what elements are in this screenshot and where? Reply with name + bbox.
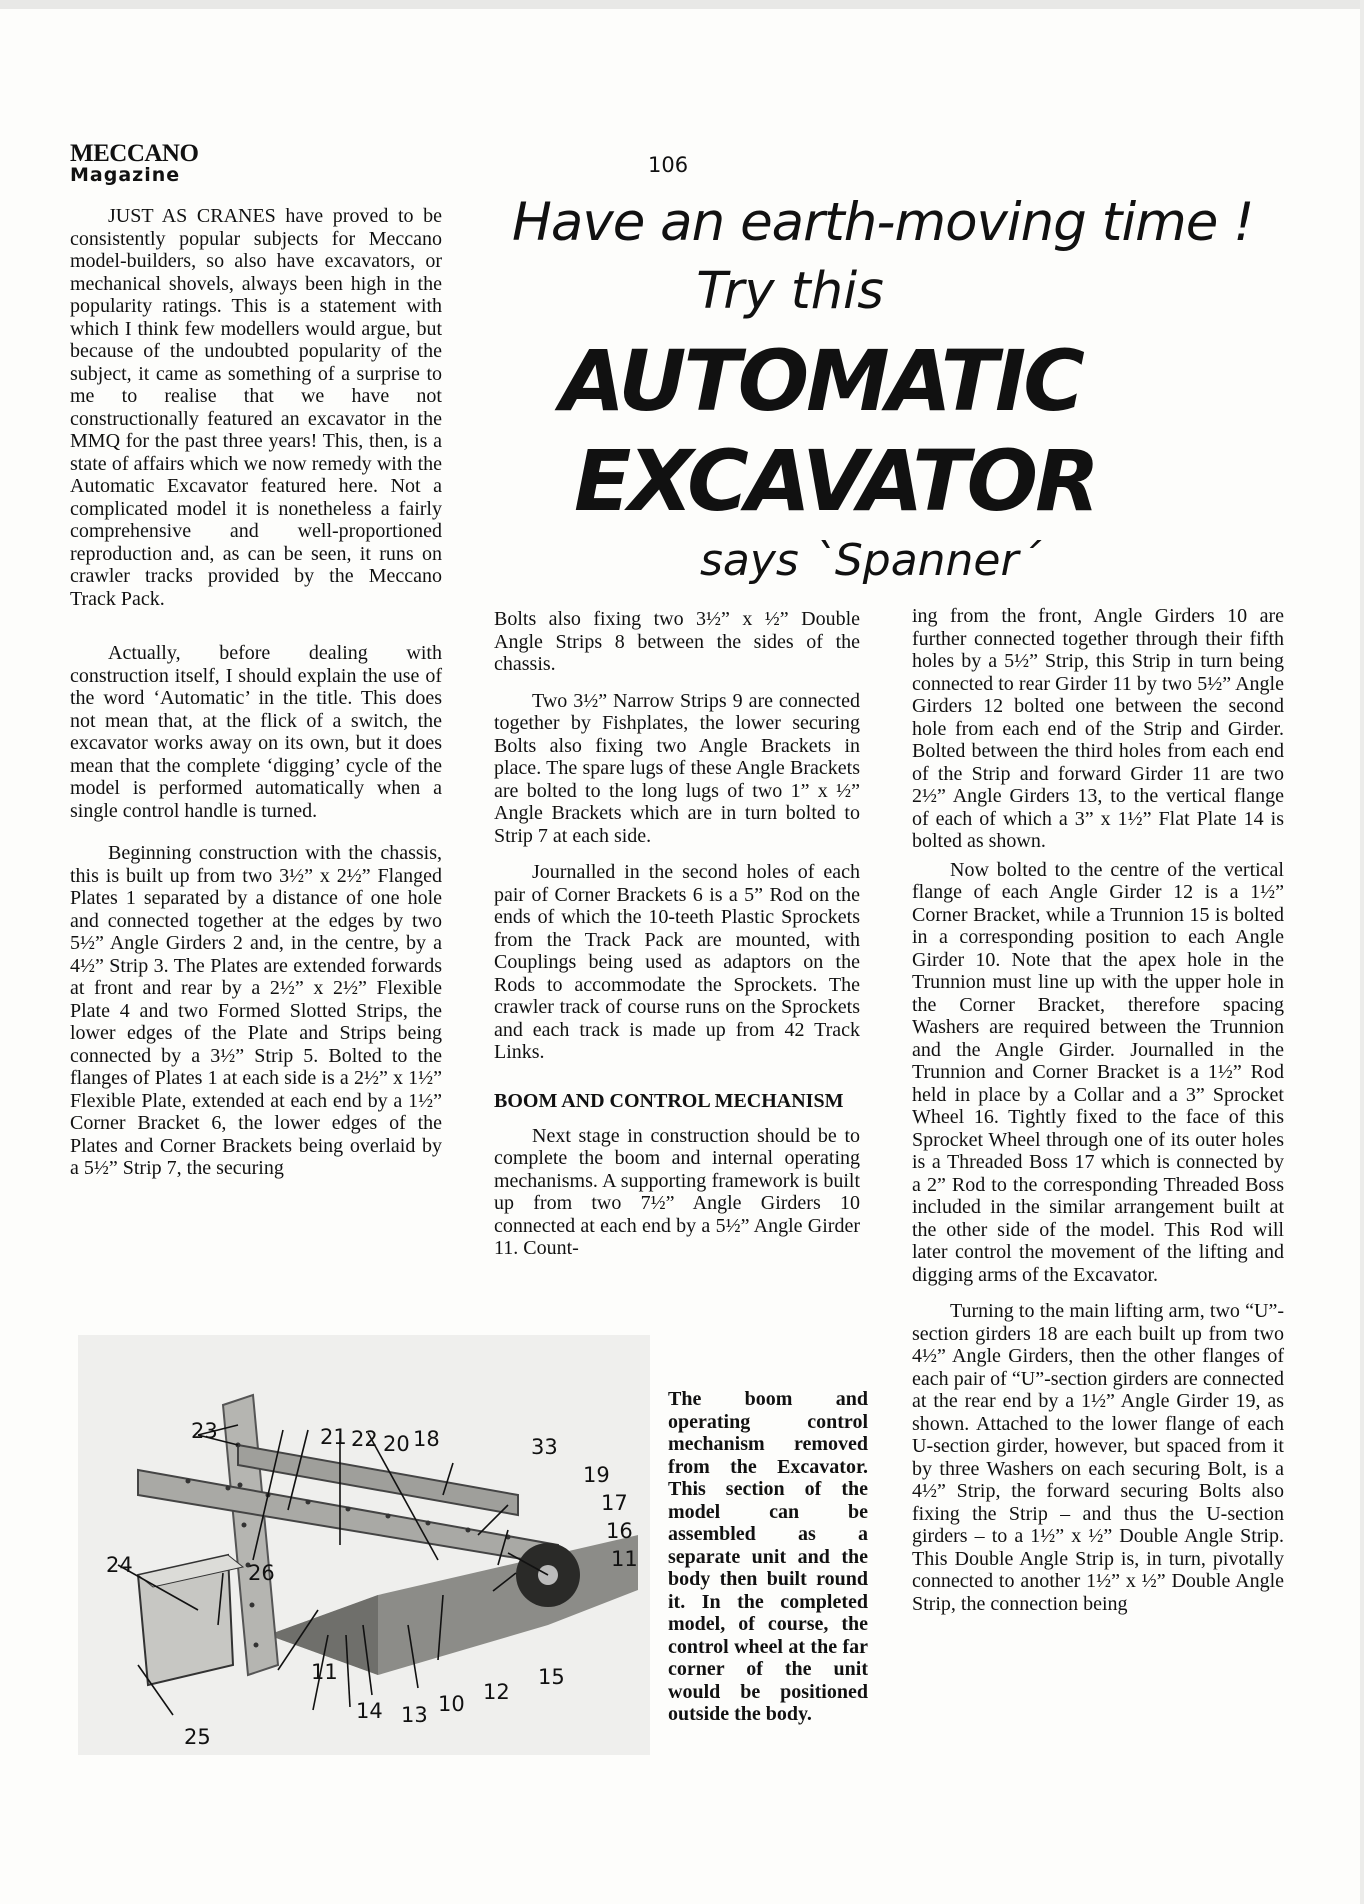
figure-label: 15	[538, 1665, 565, 1689]
paragraph: Two 3½” Narrow Strips 9 are connected together by Fishplates, the lower securing Bolts also fixing two Angle Brackets in place. The spare lugs of these Angle Brackets are bolted to the long lugs of two 1” x ½” Angle Brackets which are in turn bolted to Strip 7 at each side.	[494, 689, 860, 847]
masthead-magazine: Magazine	[70, 164, 181, 186]
paragraph: Next stage in construction should be to complete the boom and internal operating mechanisms. A supporting framework is built up from two 7½” Angle Girders 10 connected at each end by a 5½” Angle Girder 11. Count-	[494, 1124, 860, 1259]
headline-line1: Have an earth-moving time !	[512, 192, 1254, 253]
figure-label: 12	[483, 1680, 510, 1704]
paragraph: ing from the front, Angle Girders 10 are further connected together through their fifth holes by a 5½” Strip, this Strip in turn being connected to rear Girder 11 by two 5½” Angle Girders 12 bolted one between the second hole from each end of the Strip and Girder. Bolted between the third holes from each end of the Strip and forward Girder 11 are two 2½” Angle Girders 13, to the vertical flange of each of which a 3” x 1½” Flat Plate 14 is bolted as shown.	[912, 605, 1284, 852]
byline: says `Spanner´	[700, 535, 1041, 586]
figure-label: 16	[606, 1519, 633, 1543]
intro-paragraph: JUST AS CRANES have proved to be consistently popular subjects for Meccano model-builders, so also have excavators, or mechanical shovels, always been high in the popularity ratings. This is a statement with which I think few modellers would argue, but because of the undoubted popularity of the subject, it came as something of a surprise to me to realise that we have not constructionally featured an excavator in the MMQ for the past three years! This, then, is a state of affairs which we now remedy with the Automatic Excavator featured here. Not a complicated model it is nonetheless a fairly comprehensive and well-proportioned reproduction and, as can be seen, it runs on crawler tracks provided by the Meccano Track Pack.	[70, 205, 442, 610]
excavator-illustration	[78, 1335, 650, 1755]
figure-label: 11	[311, 1660, 338, 1684]
figure-label: 18	[413, 1427, 440, 1451]
paragraph: Bolts also fixing two 3½” x ½” Double Angle Strips 8 between the sides of the chassis.	[494, 608, 860, 675]
figure-label: 24	[106, 1553, 133, 1577]
masthead-meccano: MECCANO	[70, 140, 199, 167]
figure-label: 33	[531, 1435, 558, 1459]
figure-label: 21	[320, 1425, 347, 1449]
headline-title2: EXCAVATOR	[574, 432, 1097, 530]
figure-label: 14	[356, 1699, 383, 1723]
figure-label: 13	[401, 1703, 428, 1727]
paragraph: Actually, before dealing with construction itself, I should explain the use of the word ‘Automatic’ in the title. This does not mean that, at the flick of a switch, the excavator works away on its own, but it does mean that the complete ‘digging’ cycle of the model is performed automatically when a single control handle is turned.	[70, 642, 442, 822]
column-3	[912, 605, 1284, 1629]
section-heading: BOOM AND CONTROL MECHANISM	[494, 1089, 844, 1112]
figure-label: 19	[583, 1463, 610, 1487]
headline-line2: Try this	[696, 262, 884, 321]
page-right-edge	[1360, 0, 1364, 1904]
page-top-edge	[0, 0, 1364, 9]
figure-photo	[78, 1335, 650, 1755]
column-2	[494, 608, 860, 1274]
masthead	[70, 140, 250, 186]
headline-title1: AUTOMATIC	[560, 332, 1082, 430]
column-1	[70, 205, 442, 1194]
paragraph: Turning to the main lifting arm, two “U”-section girders 18 are each built up from two 4½” Angle Girders, then the other flanges of each pair of “U”-section girders are connected at the rear end by a 1½” Angle Girder 19, as shown. Attached to the lower flange of each U-section girder, however, but spaced from it by three Washers on each securing Bolt, is a 4½” Strip, the forward securing Bolts also fixing the Strip – and thus the U-section girders – to a 1½” x ½” Double Angle Strip. This Double Angle Strip is, in turn, pivotally connected to another 1½” x ½” Double Angle Strip, the connection being	[912, 1300, 1284, 1615]
paragraph: Journalled in the second holes of each pair of Corner Brackets 6 is a 5” Rod on the ends of which the 10-teeth Plastic Sprockets from the Track Pack are mounted, with Couplings being used as adaptors on the Rods to accommodate the Sprockets. The crawler track of course runs on the Sprockets and each track is made up from 42 Track Links.	[494, 861, 860, 1063]
figure-label: 10	[438, 1692, 465, 1716]
figure-label: 25	[184, 1725, 211, 1749]
figure-label: 17	[601, 1491, 628, 1515]
figure-label: 11	[611, 1547, 638, 1571]
paragraph: Now bolted to the centre of the vertical flange of each Angle Girder 12 is a 1½” Corner Bracket, while a Trunnion 15 is bolted in a corresponding position to each Angle Girder 10. Note that the apex hole in the Trunnion must line up with the upper hole in the Corner Bracket, therefore spacing Washers are required between the Trunnion and the Angle Girder. Journalled in the Trunnion and Corner Bracket is a 1½” Rod held in place by a Collar and a 3” Sprocket Wheel 16. Tightly fixed to the face of this Sprocket Wheel through one of its outer holes is a Threaded Boss 17 which is connected by a 2” Rod to the corresponding Threaded Boss included in the similar arrangement built at the other side of the model. This Rod will later control the movement of the lifting and digging arms of the Excavator.	[912, 858, 1284, 1286]
figure-label: 26	[248, 1561, 275, 1585]
figure-caption: The boom and operating control mechanism removed from the Excavator. This section of the model can be assembled as a separate unit and the body then built round it. In the completed model, of course, the control wheel at the far corner of the unit would be positioned outside the body.	[668, 1388, 868, 1725]
figure-label: 22	[351, 1427, 378, 1451]
paragraph: Beginning construction with the chassis, this is built up from two 3½” x 2½” Flanged Plates 1 separated by a distance of one hole and connected together at the edges by two 5½” Angle Girders 2 and, in the centre, by a 4½” Strip 3. The Plates are extended forwards at front and rear by a 2½” x 2½” Flexible Plate 4 and two Formed Slotted Strips, the lower edges of the Plate and Strips being connected by a 3½” Strip 5. Bolted to the flanges of Plates 1 at each side is a 2½” x 1½” Flexible Plate, extended at each end by a 1½” Corner Bracket 6, the lower edges of the Plates and Corner Brackets being overlaid by a 5½” Strip 7, the securing	[70, 842, 442, 1179]
figure-label: 23	[191, 1419, 218, 1443]
page-number: 106	[648, 153, 689, 177]
figure-label: 20	[383, 1432, 410, 1456]
